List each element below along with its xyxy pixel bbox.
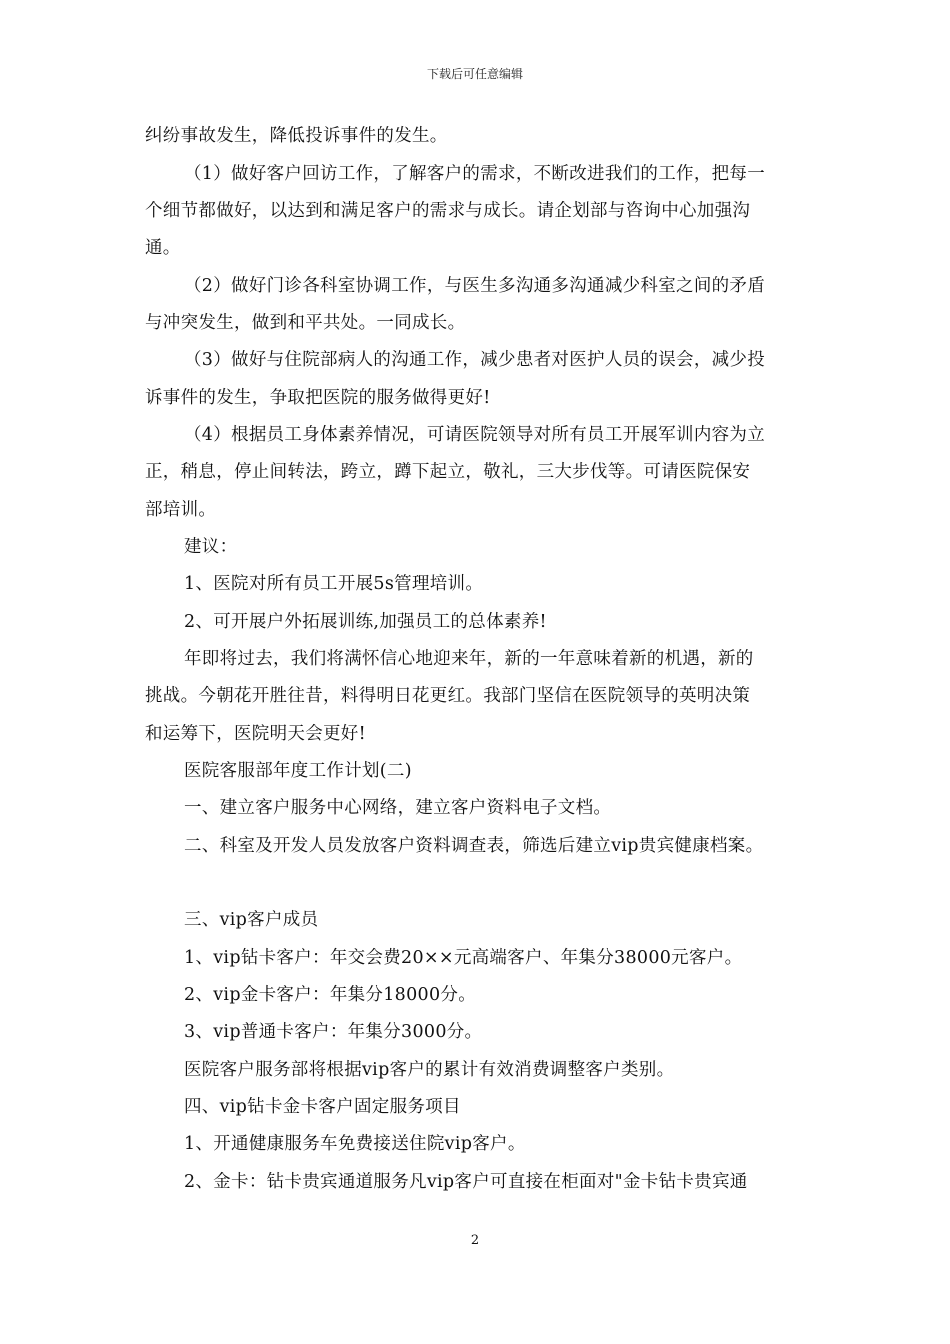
page-header: 下载后可任意编辑	[426, 67, 523, 81]
text-line: 二、科室及开发人员发放客户资料调查表，筛选后建立vip贵宾健康档案。	[184, 836, 764, 856]
text-line: 1、开通健康服务车免费接送住院vip客户。	[184, 1134, 526, 1154]
text-line: 诉事件的发生，争取把医院的服务做得更好!	[145, 388, 491, 408]
text-line: 和运筹下，医院明天会更好!	[145, 724, 366, 744]
text-line: 一、建立客户服务中心网络，建立客户资料电子文档。	[184, 798, 612, 818]
text-line: 年即将过去，我们将满怀信心地迎来年，新的一年意味着新的机遇，新的	[184, 649, 754, 669]
text-line: 医院客户服务部将根据vip客户的累计有效消费调整客户类别。	[184, 1060, 675, 1080]
text-line: 部培训。	[145, 500, 217, 520]
text-line: （3）做好与住院部病人的沟通工作，减少患者对医护人员的误会，减少投	[184, 350, 766, 370]
text-line: 3、vip普通卡客户：年集分3000分。	[184, 1022, 483, 1042]
text-line: （2）做好门诊各科室协调工作，与医生多沟通多沟通减少科室之间的矛盾	[184, 276, 766, 296]
text-line: 2、可开展户外拓展训练,加强员工的总体素养!	[184, 612, 547, 632]
text-line: （4）根据员工身体素养情况，可请医院领导对所有员工开展军训内容为立	[184, 425, 766, 445]
text-line: 个细节都做好，以达到和满足客户的需求与成长。请企划部与咨询中心加强沟	[145, 201, 751, 221]
text-line: 建议：	[184, 537, 238, 557]
text-line: 纠纷事故发生，降低投诉事件的发生。	[145, 126, 448, 146]
text-line: 1、vip钻卡客户：年交会费20××元高端客户、年集分38000元客户。	[184, 948, 743, 968]
text-line: 挑战。今朝花开胜往昔，料得明日花更红。我部门坚信在医院领导的英明决策	[145, 686, 751, 706]
text-line: 四、vip钻卡金卡客户固定服务项目	[184, 1097, 461, 1117]
text-line: 与冲突发生，做到和平共处。一同成长。	[145, 313, 466, 333]
text-line: 医院客服部年度工作计划(二)	[184, 761, 412, 781]
text-line: 通。	[145, 238, 181, 258]
text-line: 正，稍息，停止间转法，跨立，蹲下起立，敬礼，三大步伐等。可请医院保安	[145, 462, 751, 482]
text-line: 三、vip客户成员	[184, 910, 319, 930]
page-number: 2	[470, 1233, 480, 1248]
text-line: （1）做好客户回访工作，了解客户的需求，不断改进我们的工作，把每一	[184, 164, 766, 184]
text-line: 2、vip金卡客户：年集分18000分。	[184, 985, 476, 1005]
text-line: 2、金卡：钻卡贵宾通道服务凡vip客户可直接在柜面对"金卡钻卡贵宾通	[184, 1172, 748, 1192]
text-line: 1、医院对所有员工开展5s管理培训。	[184, 574, 484, 594]
